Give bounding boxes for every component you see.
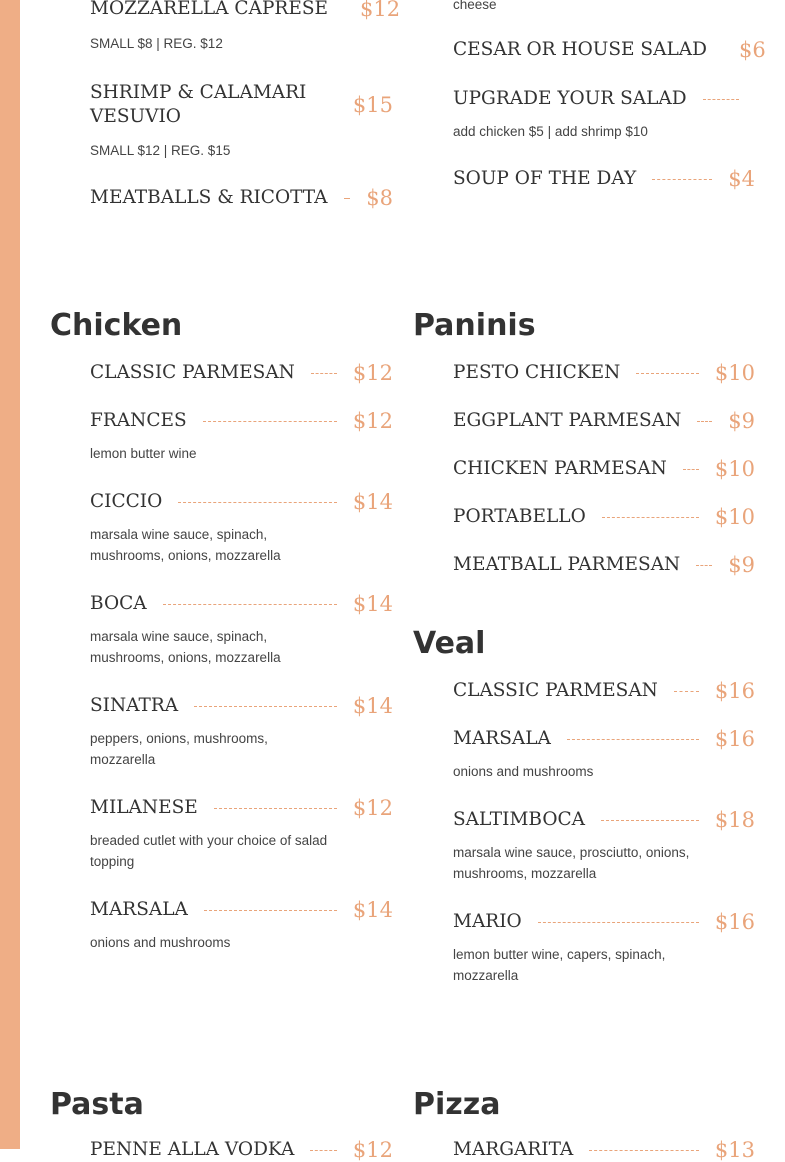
menu-item (453, 167, 755, 191)
item-description: cheese (453, 0, 497, 12)
dot-leader (589, 1150, 699, 1151)
item-price: $12 (352, 1138, 393, 1162)
item-description: SMALL $12 | REG. $15 (90, 143, 231, 158)
menu-item (90, 186, 393, 210)
item-name: MARIO (453, 911, 522, 932)
item-name: SINATRA (90, 695, 179, 716)
item-description: lemon butter wine, capers, spinach, mozzarella (453, 947, 666, 983)
section-title-chicken: Chicken (50, 308, 183, 343)
item-price: $9 (728, 409, 755, 433)
menu-item (90, 81, 393, 161)
item-name: MILANESE (90, 797, 198, 818)
item-description: breaded cutlet with your choice of salad topping (90, 833, 328, 869)
item-price: $8 (366, 186, 393, 210)
dot-leader (538, 922, 699, 923)
item-price: $9 (728, 553, 755, 577)
item-name: UPGRADE YOUR SALAD (453, 88, 687, 109)
menu-item (90, 361, 393, 385)
item-price: $10 (714, 361, 755, 385)
item-price: $13 (714, 1138, 755, 1162)
section-title-veal: Veal (413, 626, 486, 661)
dot-leader (163, 604, 337, 605)
item-name: SOUP OF THE DAY (453, 168, 637, 189)
item-description: marsala wine sauce, spinach, mushrooms, onions, mozzarella (90, 527, 281, 563)
menu-item (90, 409, 393, 464)
dot-leader (683, 469, 699, 470)
item-price: $16 (714, 910, 755, 934)
item-price: $10 (714, 505, 755, 529)
item-name: MARSALA (90, 899, 188, 920)
item-name: EGGPLANT PARMESAN (453, 410, 682, 431)
item-price: $12 (352, 361, 393, 385)
item-price: $6 (738, 38, 766, 62)
item-price: $14 (352, 490, 393, 514)
menu-item (90, 0, 401, 54)
item-price: $12 (352, 409, 393, 433)
menu-item (90, 592, 393, 668)
item-price: $16 (714, 679, 755, 703)
dot-leader (697, 421, 712, 422)
item-name: CICCIO (90, 491, 163, 512)
item-price: $10 (714, 457, 755, 481)
dot-leader (636, 373, 699, 374)
item-description: onions and mushrooms (453, 764, 594, 779)
item-price: $12 (352, 796, 393, 820)
item-price: $16 (714, 727, 755, 751)
dot-leader (674, 691, 699, 692)
item-name: PORTABELLO (453, 506, 586, 527)
item-price: $15 (352, 93, 393, 117)
menu-item (90, 898, 393, 953)
item-price: $4 (728, 167, 755, 191)
menu-item (453, 808, 755, 884)
item-name: MEATBALL PARMESAN (453, 554, 681, 575)
dot-leader (194, 706, 337, 707)
menu-item (453, 1138, 755, 1162)
dot-leader (310, 1150, 337, 1151)
item-description: SMALL $8 | REG. $12 (90, 36, 223, 51)
item-description: onions and mushrooms (90, 935, 231, 950)
menu-item (453, 38, 766, 62)
item-name: MARGARITA (453, 1139, 574, 1160)
dot-leader (344, 198, 351, 199)
item-description: marsala wine sauce, spinach, mushrooms, onions, mozzarella (90, 629, 281, 665)
menu-item (453, 361, 755, 385)
item-name: PESTO CHICKEN (453, 362, 621, 383)
item-description: marsala wine sauce, prosciutto, onions, mushrooms, mozzarella (453, 845, 690, 881)
dot-leader (203, 421, 337, 422)
menu-item (453, 87, 755, 142)
menu-item (453, 679, 755, 703)
dot-leader (602, 517, 699, 518)
menu-item (90, 490, 393, 566)
item-description: peppers, onions, mushrooms, mozzarella (90, 731, 268, 767)
item-name: MOZZARELLA CAPRESE (90, 0, 328, 19)
item-name: SALTIMBOCA (453, 809, 586, 830)
dot-leader (652, 179, 712, 180)
item-name: CHICKEN PARMESAN (453, 458, 667, 479)
dot-leader (178, 502, 337, 503)
menu-item (453, 910, 755, 986)
item-description: add chicken $5 | add shrimp $10 (453, 124, 648, 139)
item-price: $14 (352, 898, 393, 922)
menu-item (453, 409, 755, 433)
dot-leader (696, 565, 712, 566)
item-description: lemon butter wine (90, 446, 197, 461)
menu-item (453, 505, 755, 529)
dot-leader (204, 910, 337, 911)
item-name: MEATBALLS & RICOTTA (90, 187, 328, 208)
section-title-pizza: Pizza (413, 1087, 501, 1122)
item-name: CLASSIC PARMESAN (90, 362, 295, 383)
dot-leader (601, 820, 699, 821)
item-name: PENNE ALLA VODKA (90, 1139, 295, 1160)
menu-item (453, 553, 755, 577)
item-price: $12 (360, 0, 401, 21)
dot-leader (703, 99, 739, 100)
section-title-pasta: Pasta (50, 1087, 144, 1122)
item-price: $14 (352, 694, 393, 718)
menu-item (90, 1138, 393, 1162)
item-name: FRANCES (90, 410, 187, 431)
item-price: $18 (714, 808, 755, 832)
menu-item (90, 796, 393, 872)
menu-item (90, 694, 393, 770)
item-name: SHRIMP & CALAMARI VESUVIO (90, 82, 307, 127)
dot-leader (214, 808, 337, 809)
dot-leader (567, 739, 699, 740)
dot-leader (311, 373, 337, 374)
section-title-paninis: Paninis (413, 308, 536, 343)
item-name: CESAR OR HOUSE SALAD (453, 39, 707, 60)
item-name: CLASSIC PARMESAN (453, 680, 658, 701)
menu-item (453, 457, 755, 481)
item-price: $14 (352, 592, 393, 616)
item-name: MARSALA (453, 728, 551, 749)
left-accent-stripe (0, 0, 20, 1149)
item-name: BOCA (90, 593, 147, 614)
menu-item (453, 727, 755, 782)
